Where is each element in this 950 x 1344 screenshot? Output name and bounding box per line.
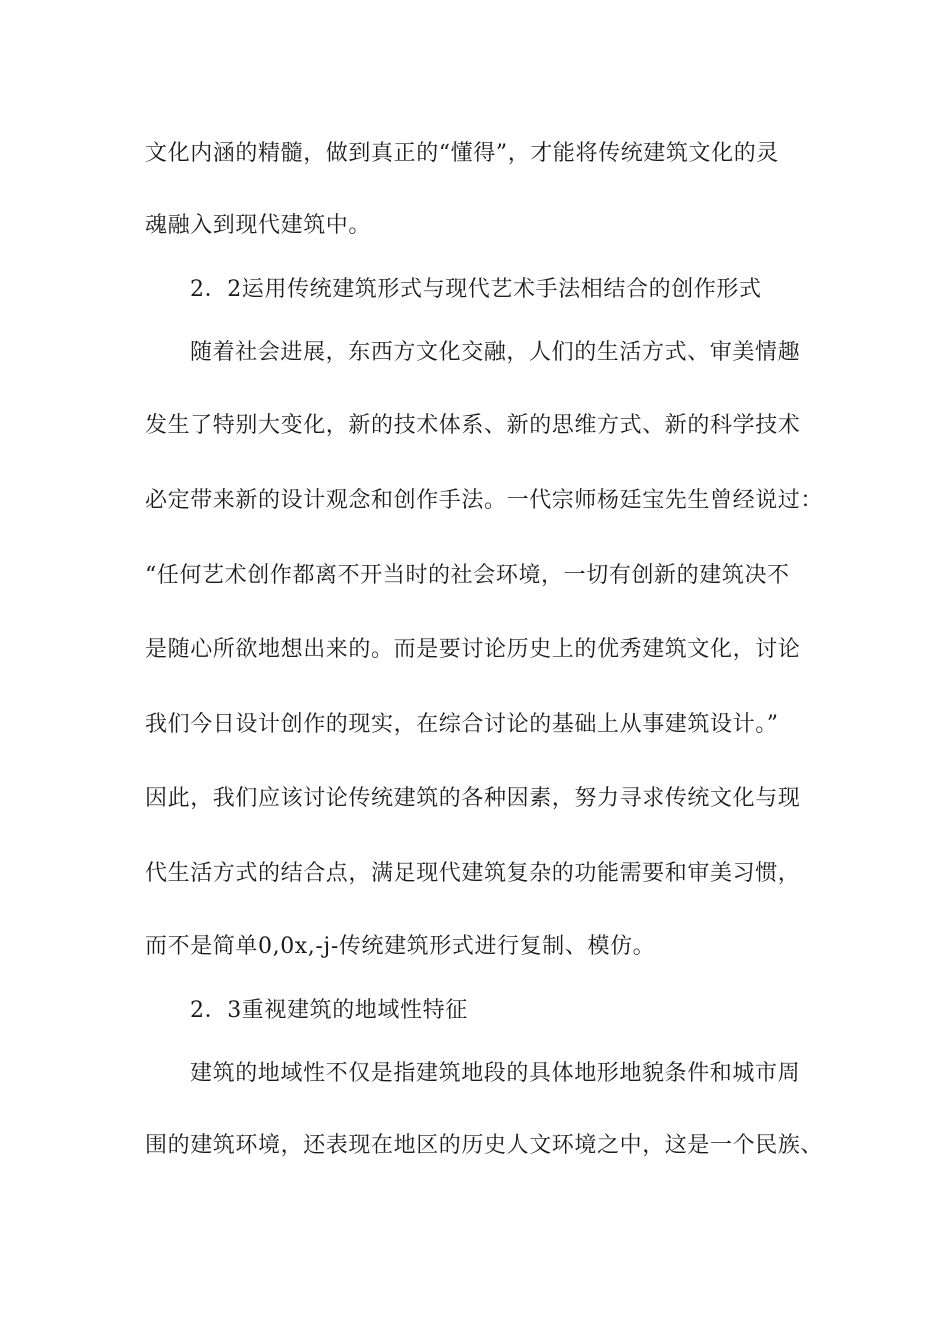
paragraph-line: 魂融入到现代建筑中。 [145,213,372,238]
paragraph-line: 建筑的地域性不仅是指建筑地段的具体地形地貌条件和城市周 [190,1061,801,1086]
paragraph-line: 围的建筑环境，还表现在地区的历史人文环境之中，这是一个民族、 [145,1133,824,1158]
paragraph-line: 随着社会进展，东西方文化交融，人们的生活方式、审美情趣 [190,340,801,365]
paragraph-line: 必定带来新的设计观念和创作手法。一代宗师杨廷宝先生曾经说过： [145,488,824,513]
quote-line: 我们今日设计创作的现实，在综合讨论的基础上从事建筑设计。” [145,712,779,737]
paragraph-line: 代生活方式的结合点，满足现代建筑复杂的功能需要和审美习惯， [145,861,801,886]
paragraph-line: 文化内涵的精髓，做到真正的“懂得”，才能将传统建筑文化的灵 [145,141,779,166]
section-heading-2-2: 2．2运用传统建筑形式与现代艺术手法相结合的创作形式 [190,277,762,302]
paragraph-line: 而不是简单0,0x,-j-传统建筑形式进行复制、模仿。 [145,934,656,959]
section-heading-2-3: 2．3重视建筑的地域性特征 [190,998,468,1023]
quote-line: 是随心所欲地想出来的。而是要讨论历史上的优秀建筑文化，讨论 [145,637,801,662]
quote-line: “任何艺术创作都离不开当时的社会环境，一切有创新的建筑决不 [145,563,790,588]
paragraph-line: 因此，我们应该讨论传统建筑的各种因素，努力寻求传统文化与现 [145,786,801,811]
paragraph-line: 发生了特别大变化，新的技术体系、新的思维方式、新的科学技术 [145,413,801,438]
